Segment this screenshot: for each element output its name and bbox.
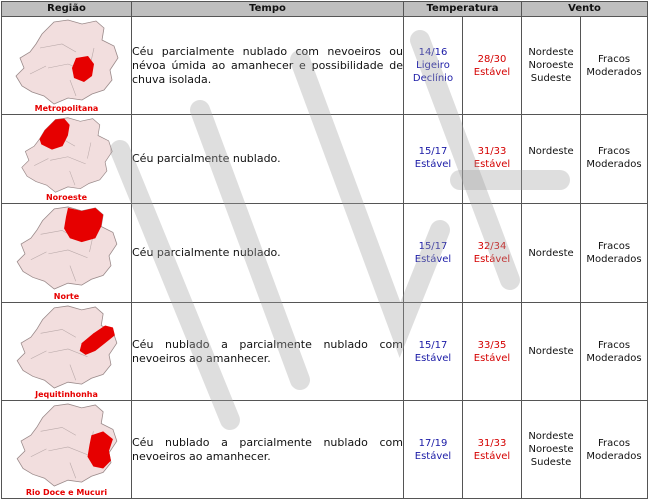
wind-direction-cell	[522, 17, 581, 115]
temp-min-trend: Estável	[414, 352, 452, 364]
temp-min-trend: Estável	[414, 254, 452, 265]
wind-speed-cell	[581, 401, 648, 499]
wind-direction-cell	[522, 204, 581, 303]
region-map-jequitinhonha	[10, 304, 124, 390]
region-cell	[2, 401, 132, 499]
wind-direction-cell	[522, 303, 581, 401]
temp-min-value: 17/19	[418, 437, 448, 449]
temp-max-value: 31/33	[477, 437, 507, 449]
temp-max-cell	[463, 303, 522, 401]
wind-direction: Sudeste	[530, 457, 572, 468]
temp-max-trend: Estável	[473, 66, 511, 78]
wind-speed-cell	[581, 115, 648, 204]
wind-direction: Sudeste	[530, 73, 572, 84]
tempo-description: Céu nublado a parcialmente nublado com nevoeiros ao amanhecer.	[132, 401, 404, 499]
region-map-rio-doce-mucuri	[10, 402, 124, 488]
table-row	[2, 17, 648, 115]
wind-direction: Nordeste	[528, 146, 574, 157]
region-cell	[2, 115, 132, 204]
wind-direction-cell	[522, 115, 581, 204]
temp-max-cell	[463, 115, 522, 204]
temp-min-trend: Estável	[414, 159, 452, 170]
region-map-norte	[10, 205, 124, 291]
temp-max-cell	[463, 401, 522, 499]
wind-speed-cell	[581, 17, 648, 115]
wind-speed: Moderados	[586, 352, 642, 364]
wind-speed: Moderados	[586, 66, 642, 78]
temp-min-cell	[404, 115, 463, 204]
region-cell	[2, 204, 132, 303]
table-row	[2, 401, 648, 499]
wind-direction: Nordeste	[528, 346, 574, 357]
wind-speed-cell	[581, 204, 648, 303]
tempo-description: Céu nublado a parcialmente nublado com nevoeiros ao amanhecer.	[132, 303, 404, 401]
temp-min-cell	[404, 303, 463, 401]
region-name: Noroeste	[45, 193, 88, 202]
header-regiao: Região	[2, 2, 132, 17]
temp-min-cell	[404, 17, 463, 115]
region-cell	[2, 17, 132, 115]
temp-min-cell	[404, 204, 463, 303]
temp-min-value: 15/17	[418, 339, 448, 351]
temp-max-trend: Estável	[473, 254, 511, 265]
wind-speed: Fracos	[597, 339, 631, 351]
region-name: Jequitinhonha	[35, 390, 98, 399]
temp-max-value: 31/33	[477, 146, 507, 157]
temp-max-cell	[463, 17, 522, 115]
region-name: Rio Doce e Mucuri	[25, 488, 108, 497]
wind-speed: Moderados	[586, 254, 642, 265]
temp-min-value: 15/17	[418, 146, 448, 157]
wind-speed: Moderados	[586, 450, 642, 462]
temp-max-value: 28/30	[477, 53, 507, 65]
table-row	[2, 303, 648, 401]
temp-max-value: 32/34	[477, 241, 507, 252]
temp-max-trend: Estável	[473, 159, 511, 170]
tempo-description: Céu parcialmente nublado.	[132, 115, 404, 204]
wind-speed: Moderados	[586, 159, 642, 170]
region-name: Metropolitana	[34, 104, 99, 113]
forecast-table	[1, 1, 648, 499]
wind-direction: Noroeste	[528, 60, 574, 71]
wind-direction-cell	[522, 401, 581, 499]
region-map-noroeste	[10, 116, 124, 194]
temp-min-value: 14/16	[418, 47, 448, 58]
temp-min-trend: Ligeiro Declínio	[412, 60, 454, 84]
temp-max-cell	[463, 204, 522, 303]
header-temperatura: Temperatura	[404, 2, 522, 17]
temp-max-trend: Estável	[473, 352, 511, 364]
wind-direction: Noroeste	[528, 444, 574, 455]
temp-min-value: 15/17	[418, 241, 448, 252]
region-cell	[2, 303, 132, 401]
temp-max-trend: Estável	[473, 450, 511, 462]
wind-direction: Nordeste	[528, 431, 574, 442]
tempo-description: Céu parcialmente nublado.	[132, 204, 404, 303]
wind-direction: Nordeste	[528, 247, 574, 259]
temp-min-cell	[404, 401, 463, 499]
temp-min-trend: Estável	[414, 450, 452, 462]
region-map-metropolitana	[10, 18, 124, 106]
wind-speed-cell	[581, 303, 648, 401]
header-row	[2, 2, 648, 17]
temp-max-value: 33/35	[477, 339, 507, 351]
wind-speed: Fracos	[597, 437, 631, 449]
wind-speed: Fracos	[597, 241, 631, 252]
table-row	[2, 115, 648, 204]
wind-speed: Fracos	[597, 146, 631, 157]
wind-speed: Fracos	[597, 53, 631, 65]
region-name: Norte	[53, 292, 80, 301]
header-tempo: Tempo	[132, 2, 404, 17]
wind-direction: Nordeste	[528, 47, 574, 58]
header-vento: Vento	[522, 2, 648, 17]
tempo-description: Céu parcialmente nublado com nevoeiros ou névoa úmida ao amanhecer e possibilidade de chuva isolada.	[132, 17, 404, 115]
table-row	[2, 204, 648, 303]
